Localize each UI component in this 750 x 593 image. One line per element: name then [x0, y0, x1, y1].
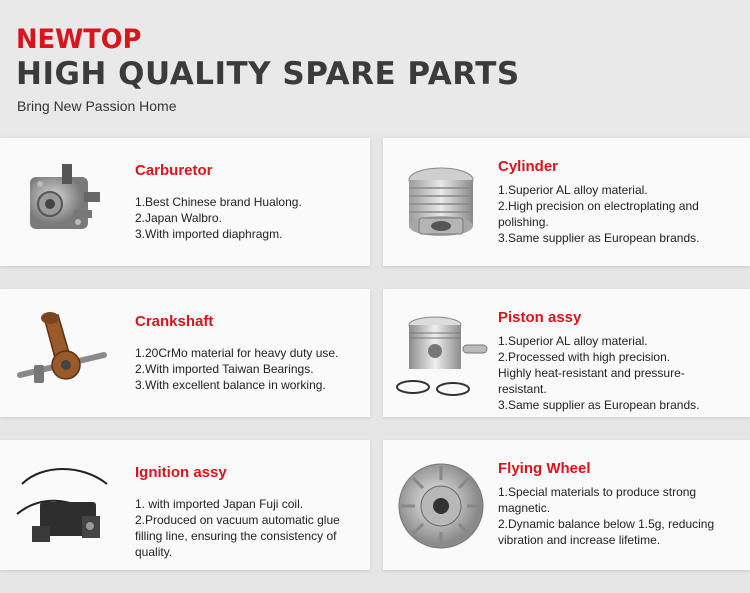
part-description: 1.Superior AL alloy material. 2.Processed with high precision. Highly heat-resistant and pressure-resistant. 3.Same supplier as European brands. — [498, 334, 700, 412]
part-description: 1. with imported Japan Fuji coil. 2.Produced on vacuum automatic glue filling line, ensuring the consistency of quality. — [135, 497, 340, 559]
part-card-flywheel — [383, 440, 750, 570]
part-title: Ignition assy — [135, 464, 227, 481]
page-title: HIGH QUALITY SPARE PARTS — [16, 56, 520, 92]
part-title: Crankshaft — [135, 313, 214, 330]
part-description: 1.Superior AL alloy material. 2.High precision on electroplating and polishing. 3.Same supplier as European brands. — [498, 183, 700, 245]
part-description: 1.20CrMo material for heavy duty use. 2.With imported Taiwan Bearings. 3.With excellent balance in working. — [135, 346, 339, 392]
part-title: Piston assy — [498, 309, 582, 326]
part-card-crankshaft — [0, 289, 370, 417]
piston-icon — [391, 303, 491, 403]
part-card-cylinder — [383, 138, 750, 266]
header — [0, 0, 750, 135]
part-title: Flying Wheel — [498, 460, 591, 477]
part-card-ignition — [0, 440, 370, 570]
part-card-carburetor — [0, 138, 370, 266]
part-description: 1.Best Chinese brand Hualong. 2.Japan Walbro. 3.With imported diaphragm. — [135, 195, 302, 241]
part-card-piston — [383, 289, 750, 417]
part-title: Cylinder — [498, 158, 559, 175]
crankshaft-icon — [12, 303, 112, 403]
part-description: 1.Special materials to produce strong magnetic. 2.Dynamic balance below 1.5g, reducing vibration and increase lifetime. — [498, 485, 715, 547]
brand-logo: NEWTOP — [16, 24, 142, 55]
cylinder-icon — [391, 152, 491, 252]
part-title: Carburetor — [135, 162, 213, 179]
carburetor-icon — [12, 152, 112, 252]
tagline: Bring New Passion Home — [17, 98, 177, 114]
flywheel-icon — [391, 454, 491, 554]
ignition-coil-icon — [12, 454, 112, 554]
